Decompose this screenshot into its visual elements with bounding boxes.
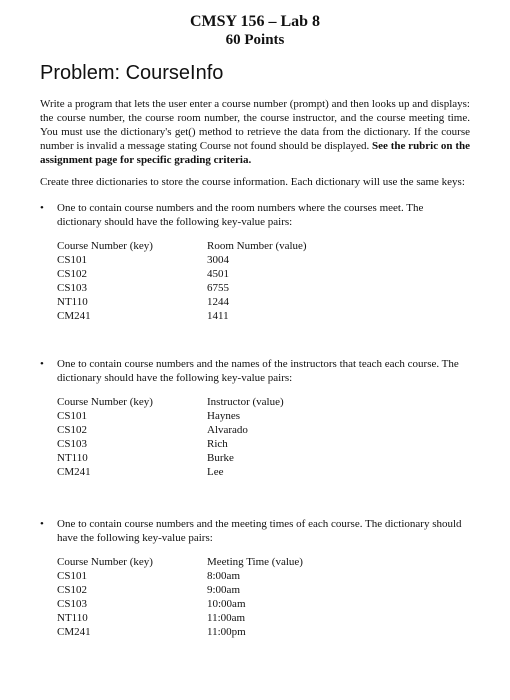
value-header: Instructor (value)	[207, 396, 284, 408]
course-key: CS101	[57, 570, 87, 582]
table-row	[57, 409, 284, 423]
table-row	[57, 625, 303, 639]
meeting-time-value: 9:00am	[207, 584, 240, 596]
instructor-value: Burke	[207, 452, 234, 464]
points-label: 60 Points	[225, 32, 285, 48]
table-header-row	[57, 239, 307, 253]
meeting-time-value: 11:00pm	[207, 626, 246, 638]
problem-heading: Problem: CourseInfo	[40, 62, 224, 84]
dictionary-description: One to contain course numbers and the names of the instructors that teach each course. The dictionary should have the following key-value pairs:	[57, 358, 459, 384]
table-row	[57, 569, 303, 583]
table-row	[57, 267, 307, 281]
course-key: CS103	[57, 438, 87, 450]
dictionary-block-meeting-times	[40, 517, 470, 639]
table-row	[57, 611, 303, 625]
table-row	[57, 583, 303, 597]
dictionary-description: One to contain course numbers and the room numbers where the courses meet. The dictionary should have the following key-value pairs:	[57, 202, 424, 228]
course-key: CM241	[57, 466, 91, 478]
instructors-table	[57, 395, 284, 479]
key-header: Course Number (key)	[57, 556, 153, 568]
table-header-row	[57, 395, 284, 409]
course-key: CS102	[57, 584, 87, 596]
table-row	[57, 451, 284, 465]
create-dictionaries-paragraph: Create three dictionaries to store the course information. Each dictionary will use the same keys:	[40, 176, 465, 188]
table-row	[57, 309, 307, 323]
instructor-value: Rich	[207, 438, 228, 450]
course-key: CS101	[57, 410, 87, 422]
instructor-value: Haynes	[207, 410, 240, 422]
course-key: CS101	[57, 254, 87, 266]
intro-paragraph	[40, 97, 470, 167]
table-row	[57, 281, 307, 295]
value-header: Meeting Time (value)	[207, 556, 303, 568]
dictionary-block-rooms	[40, 201, 470, 323]
dictionary-block-instructors	[40, 357, 470, 479]
course-key: NT110	[57, 452, 88, 464]
table-header-row	[57, 555, 303, 569]
bullet-icon: •	[40, 358, 44, 370]
room-value: 4501	[207, 268, 229, 280]
table-row	[57, 465, 284, 479]
rubric-note: See the rubric on the assignment page for specific grading criteria.	[40, 140, 470, 166]
table-row	[57, 253, 307, 267]
key-header: Course Number (key)	[57, 240, 153, 252]
table-row	[57, 437, 284, 451]
room-value: 1411	[207, 310, 229, 322]
meeting-times-table	[57, 555, 303, 639]
instructor-value: Alvarado	[207, 424, 248, 436]
course-key: CS102	[57, 424, 87, 436]
course-key: CM241	[57, 626, 91, 638]
course-key: NT110	[57, 612, 88, 624]
meeting-time-value: 8:00am	[207, 570, 240, 582]
bullet-icon: •	[40, 202, 44, 214]
table-row	[57, 423, 284, 437]
room-value: 3004	[207, 254, 229, 266]
instructor-value: Lee	[207, 466, 224, 478]
table-row	[57, 295, 307, 309]
room-value: 6755	[207, 282, 229, 294]
meeting-time-value: 11:00am	[207, 612, 246, 624]
document-title: CMSY 156 – Lab 8	[189, 13, 321, 30]
table-row	[57, 597, 303, 611]
value-header: Room Number (value)	[207, 240, 307, 252]
course-key: CS103	[57, 282, 87, 294]
dictionary-description: One to contain course numbers and the meeting times of each course. The dictionary should have the following key-value pairs:	[57, 518, 462, 544]
room-value: 1244	[207, 296, 229, 308]
rooms-table	[57, 239, 307, 323]
bullet-icon: •	[40, 518, 44, 530]
course-key: CM241	[57, 310, 91, 322]
intro-text: Write a program that lets the user enter a course number (prompt) and then looks up and displays: the course number, the course room number, the course instructor, and the course meeting time. You must use the dictionary's get() method to retrieve the data from the dictionary. If the course number is invalid a message stating Course not found should be displayed.	[40, 98, 470, 152]
course-key: CS103	[57, 598, 87, 610]
course-key: NT110	[57, 296, 88, 308]
key-header: Course Number (key)	[57, 396, 153, 408]
meeting-time-value: 10:00am	[207, 598, 246, 610]
course-key: CS102	[57, 268, 87, 280]
